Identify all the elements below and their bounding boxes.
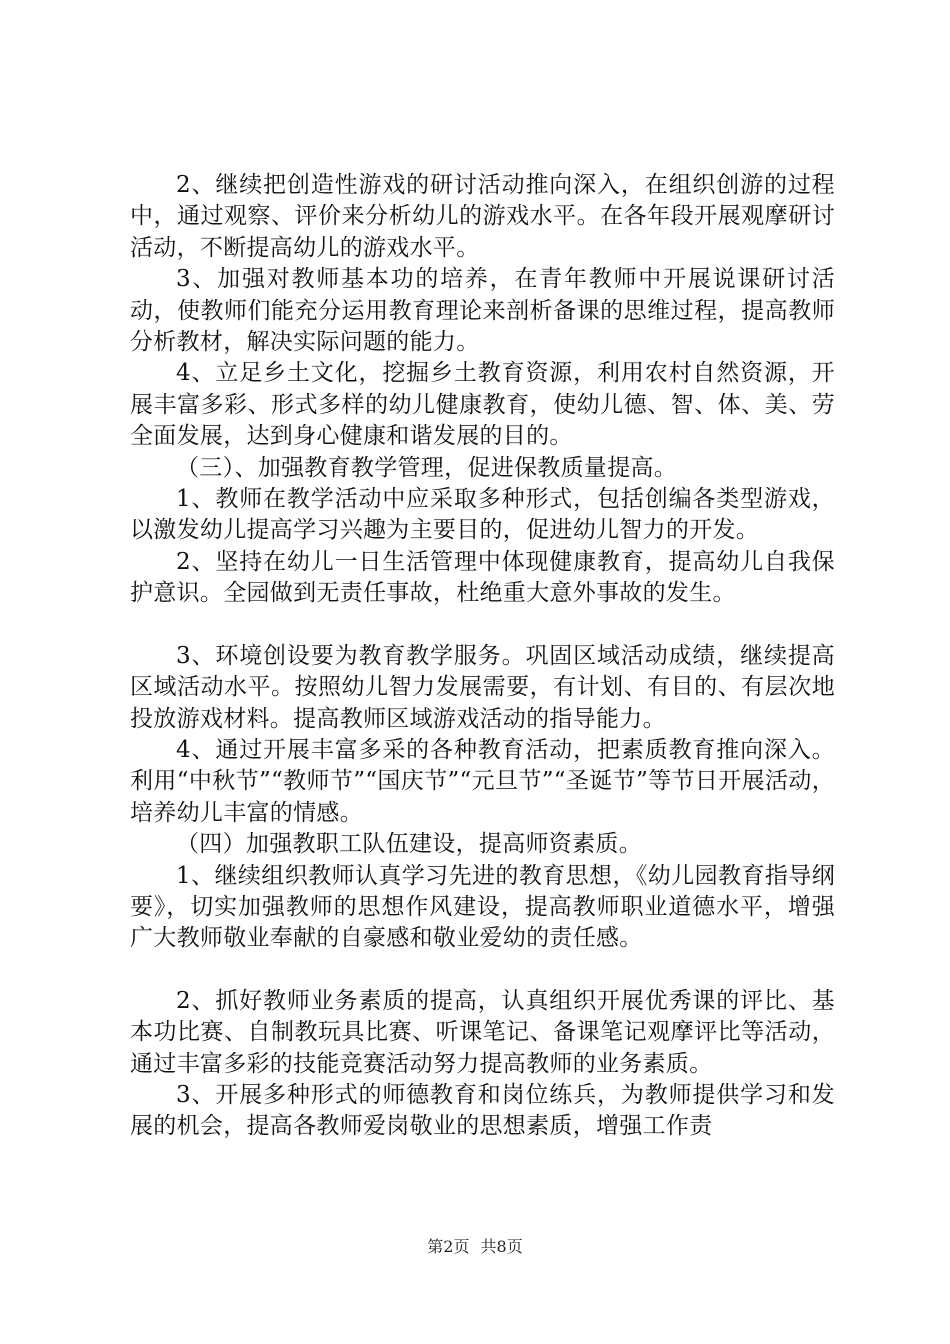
paragraph: 4、立足乡土文化，挖掘乡土教育资源，利用农村自然资源，开展丰富多彩、形式多样的幼儿健康教育，使幼儿德、智、体、美、劳全面发展，达到身心健康和谐发展的目的。	[130, 360, 835, 450]
section-heading: （四）加强教职工队伍建设，提高师资素质。	[176, 831, 642, 858]
paragraph: 4、通过开展丰富多采的各种教育活动，把素质教育推向深入。利用“中秋节”“教师节”“国庆节”“元旦节”“圣诞节”等节日开展活动，培养幼儿丰富的情感。	[130, 736, 835, 826]
paragraph: 2、抓好教师业务素质的提高，认真组织开展优秀课的评比、基本功比赛、自制教玩具比赛、听课笔记、备课笔记观摩评比等活动，通过丰富多彩的技能竞赛活动努力提高教师的业务素质。	[130, 987, 835, 1077]
page-total: 共8页	[480, 1237, 523, 1256]
page-footer	[0, 1237, 950, 1257]
paragraph: 3、开展多种形式的师德教育和岗位练兵，为教师提供学习和发展的机会，提高各教师爱岗敬业的思想素质，增强工作责	[130, 1081, 835, 1140]
paragraph: 2、继续把创造性游戏的研讨活动推向深入，在组织创游的过程中，通过观察、评价来分析幼儿的游戏水平。在各年段开展观摩研讨活动，不断提高幼儿的游戏水平。	[130, 172, 835, 261]
paragraph: 1、继续组织教师认真学习先进的教育思想，《幼儿园教育指导纲要》，切实加强教师的思想作风建设，提高教师职业道德水平，增强广大教师敬业奉献的自豪感和敬业爱幼的责任感。	[130, 862, 835, 952]
paragraph: 2、坚持在幼儿一日生活管理中体现健康教育，提高幼儿自我保护意识。全园做到无责任事故，杜绝重大意外事故的发生。	[130, 548, 835, 607]
section-heading: （三）、加强教育教学管理，促进保教质量提高。	[176, 454, 678, 481]
page-number: 第2页	[427, 1237, 470, 1256]
paragraph: 1、教师在教学活动中应采取多种形式，包括创编各类型游戏，以激发幼儿提高学习兴趣为主要目的，促进幼儿智力的开发。	[130, 486, 835, 544]
paragraph: 3、加强对教师基本功的培养，在青年教师中开展说课研讨活动，使教师们能充分运用教育理论来剖析备课的思维过程，提高教师分析教材，解决实际问题的能力。	[130, 266, 835, 356]
document-body	[130, 170, 835, 1143]
paragraph: 3、环境创设要为教育教学服务。巩固区域活动成绩，继续提高区域活动水平。按照幼儿智力发展需要，有计划、有目的、有层次地投放游戏材料。提高教师区域游戏活动的指导能力。	[130, 642, 835, 732]
